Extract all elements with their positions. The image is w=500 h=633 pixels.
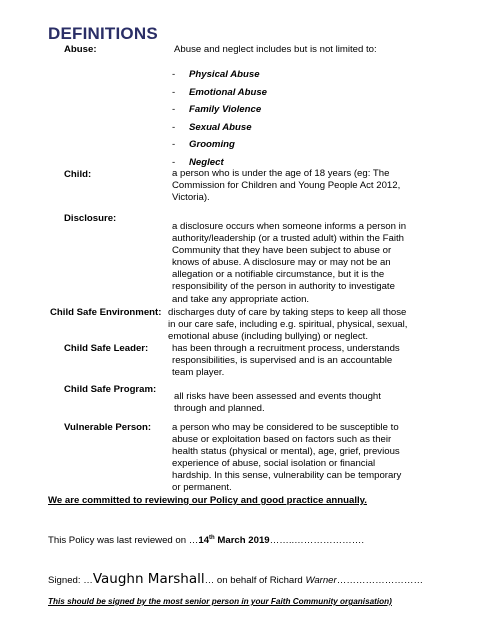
term-child-safe-program: Child Safe Program:	[64, 384, 157, 395]
term-child-safe-environment: Child Safe Environment:	[50, 307, 162, 318]
term-vulnerable-person: Vulnerable Person:	[64, 422, 152, 433]
definition-line: responsibility of the person in authority to investigate	[172, 281, 395, 293]
review-month-year: March 2019	[214, 535, 270, 546]
definition-child-safe-environment	[168, 307, 428, 343]
definition-child-safe-leader	[172, 343, 428, 379]
term-disclosure: Disclosure:	[64, 213, 117, 224]
abuse-intro: Abuse and neglect includes but is not limited to:	[174, 44, 377, 55]
review-prefix: This Policy was last reviewed on …	[48, 535, 199, 546]
definition-line: experience of abuse, social isolation or financial	[172, 458, 376, 470]
definition-vulnerable-person	[172, 422, 428, 495]
signer-name: Warner	[305, 575, 337, 586]
signing-instruction: This should be signed by the most senior person in your Faith Community organisation)	[48, 597, 392, 606]
abuse-type-item: - Emotional Abuse	[172, 87, 268, 98]
abuse-type-label: Sexual Abuse	[189, 122, 252, 133]
definition-disclosure	[172, 221, 428, 306]
definition-line: in our care safe, including e.g. spiritual, physical, sexual,	[168, 319, 408, 331]
abuse-type-item: - Family Violence	[172, 104, 262, 115]
definition-line: a disclosure occurs when someone informs a person in	[172, 221, 407, 232]
abuse-type-label: Neglect	[189, 157, 224, 168]
abuse-type-item: - Sexual Abuse	[172, 122, 252, 133]
abuse-type-label: Emotional Abuse	[189, 87, 268, 98]
review-line	[48, 535, 364, 546]
abuse-type-label: Grooming	[189, 139, 235, 150]
definition-line: discharges duty of care by taking steps to keep all those	[168, 307, 407, 318]
definition-line: knows of abuse. A disclosure may or may not be an	[172, 257, 391, 269]
definition-line: hardship. In this sense, vulnerability can be temporary	[172, 470, 402, 482]
signature-line	[48, 571, 423, 587]
definition-child	[172, 168, 428, 204]
definition-line: through and planned.	[174, 403, 265, 415]
page-title: DEFINITIONS	[48, 24, 158, 43]
definition-line: responsibilities, is supervised and is an accountable	[172, 355, 393, 367]
definition-line: and take any appropriate action.	[172, 293, 310, 305]
definition-line: authority/leadership (or a trusted adult) within the Faith	[172, 233, 404, 245]
definition-line: all risks have been assessed and events thought	[174, 391, 381, 402]
handwritten-signature: Vaughn Marshall	[92, 571, 205, 587]
term-abuse: Abuse:	[64, 44, 97, 55]
definition-line: or permanent.	[172, 482, 232, 494]
signed-middle: … on behalf of Richard	[204, 575, 306, 586]
abuse-type-item: - Grooming	[172, 139, 235, 150]
definition-line: abuse or exploitation based on factors such as their	[172, 434, 392, 446]
definition-line: a person who may be considered to be susceptible to	[172, 422, 399, 433]
review-day-suffix: th	[209, 534, 215, 541]
definition-line: allegation or a notifiable circumstance, but it is the	[172, 269, 385, 281]
abuse-type-label: Physical Abuse	[189, 69, 260, 80]
review-day: 14	[198, 535, 210, 546]
signed-prefix: Signed: …	[48, 575, 93, 586]
commitment-statement: We are committed to reviewing our Policy and good practice annually.	[48, 495, 367, 506]
definition-line: a person who is under the age of 18 years (eg: The	[172, 168, 390, 179]
definition-child-safe-program	[174, 391, 430, 415]
definition-line: Victoria).	[172, 192, 210, 204]
term-child: Child:	[64, 169, 92, 180]
definition-line: Community that they have been subject to abuse or	[172, 245, 392, 257]
definition-line: team player.	[172, 367, 225, 379]
definition-line: Commission for Children and Young People Act 2012,	[172, 180, 401, 192]
term-child-safe-leader: Child Safe Leader:	[64, 343, 149, 354]
definition-line: emotional abuse (including bullying) or neglect.	[168, 331, 368, 343]
signed-suffix: ………………………	[336, 575, 424, 586]
review-suffix: ……..………………….	[269, 535, 364, 546]
abuse-type-label: Family Violence	[189, 104, 262, 115]
abuse-type-item: - Physical Abuse	[172, 69, 260, 80]
abuse-type-item: - Neglect	[172, 157, 224, 168]
definition-line: health status (physical or mental), age, grief, previous	[172, 446, 400, 458]
definition-line: has been through a recruitment process, understands	[172, 343, 400, 354]
